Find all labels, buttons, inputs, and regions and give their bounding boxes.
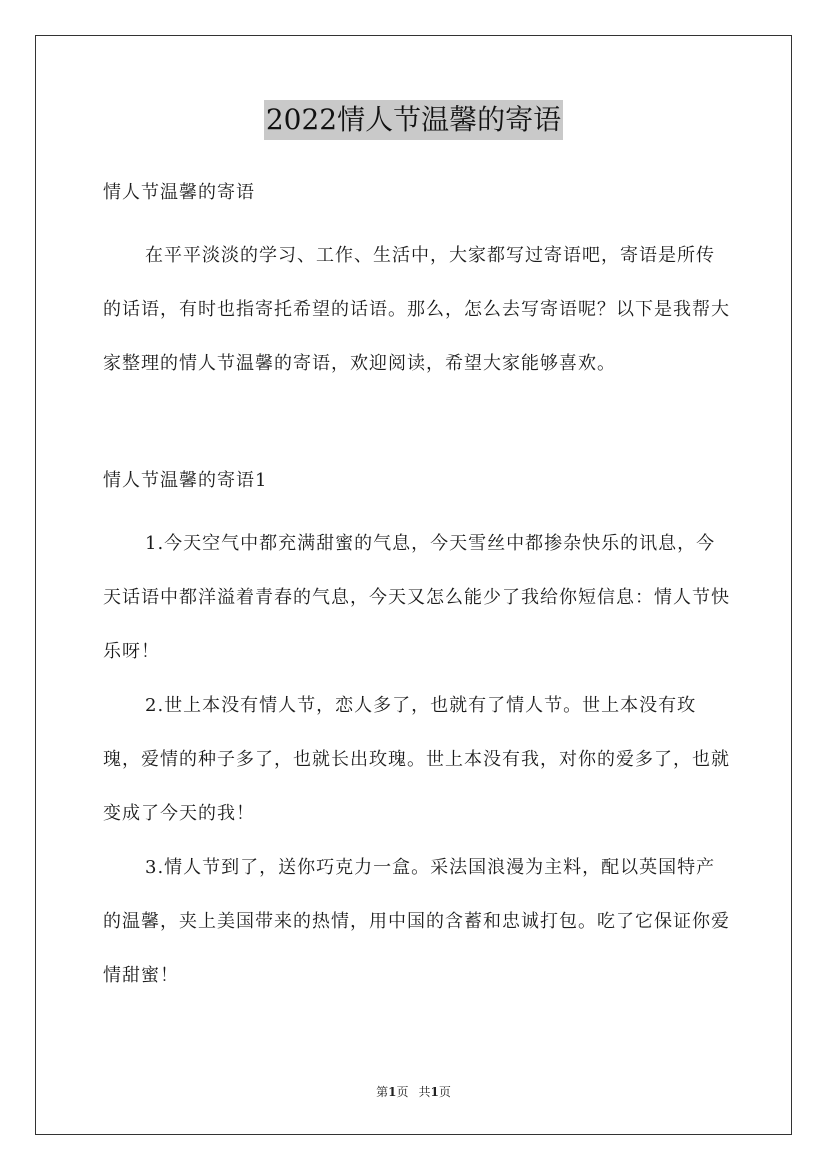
page-label-prefix: 第 (376, 1085, 389, 1099)
spacer (103, 211, 733, 229)
section-heading: 情人节温馨的寄语1 (103, 470, 268, 491)
list-item: 3.情人节到了，送你巧克力一盒。采法国浪漫为主料，配以英国特产的温馨，夹上美国带来的热情，用中国的含蓄和忠诚打包。吃了它保证你爱情甜蜜！ (103, 857, 730, 986)
intro-paragraph: 在平平淡淡的学习、工作、生活中，大家都写过寄语吧，寄语是所传的话语，有时也指寄托希望的话语。那么，怎么去写寄语呢？以下是我帮大家整理的情人节温馨的寄语，欢迎阅读，希望大家能够喜欢。 (103, 245, 730, 374)
title-container (0, 100, 827, 140)
list-item: 2.世上本没有情人节，恋人多了，也就有了情人节。世上本没有玫瑰，爱情的种子多了，也就长出玫瑰。世上本没有我，对你的爱多了，也就变成了今天的我！ (103, 695, 730, 824)
page-footer (0, 1083, 827, 1101)
spacer (103, 499, 733, 517)
document-body (103, 175, 733, 1003)
subtitle: 情人节温馨的寄语 (103, 182, 255, 203)
page-total-number: 1 (430, 1085, 439, 1099)
total-label-suffix: 页 (438, 1085, 451, 1099)
spacer (103, 391, 733, 463)
list-item: 1.今天空气中都充满甜蜜的气息，今天雪丝中都掺杂快乐的讯息，今天话语中都洋溢着青春的气息，今天又怎么能少了我给你短信息：情人节快乐呀！ (103, 533, 730, 662)
document-title: 2022情人节温馨的寄语 (264, 100, 563, 140)
total-label-prefix: 共 (418, 1085, 431, 1099)
page-current-number: 1 (388, 1085, 397, 1099)
page-label-suffix: 页 (396, 1085, 409, 1099)
